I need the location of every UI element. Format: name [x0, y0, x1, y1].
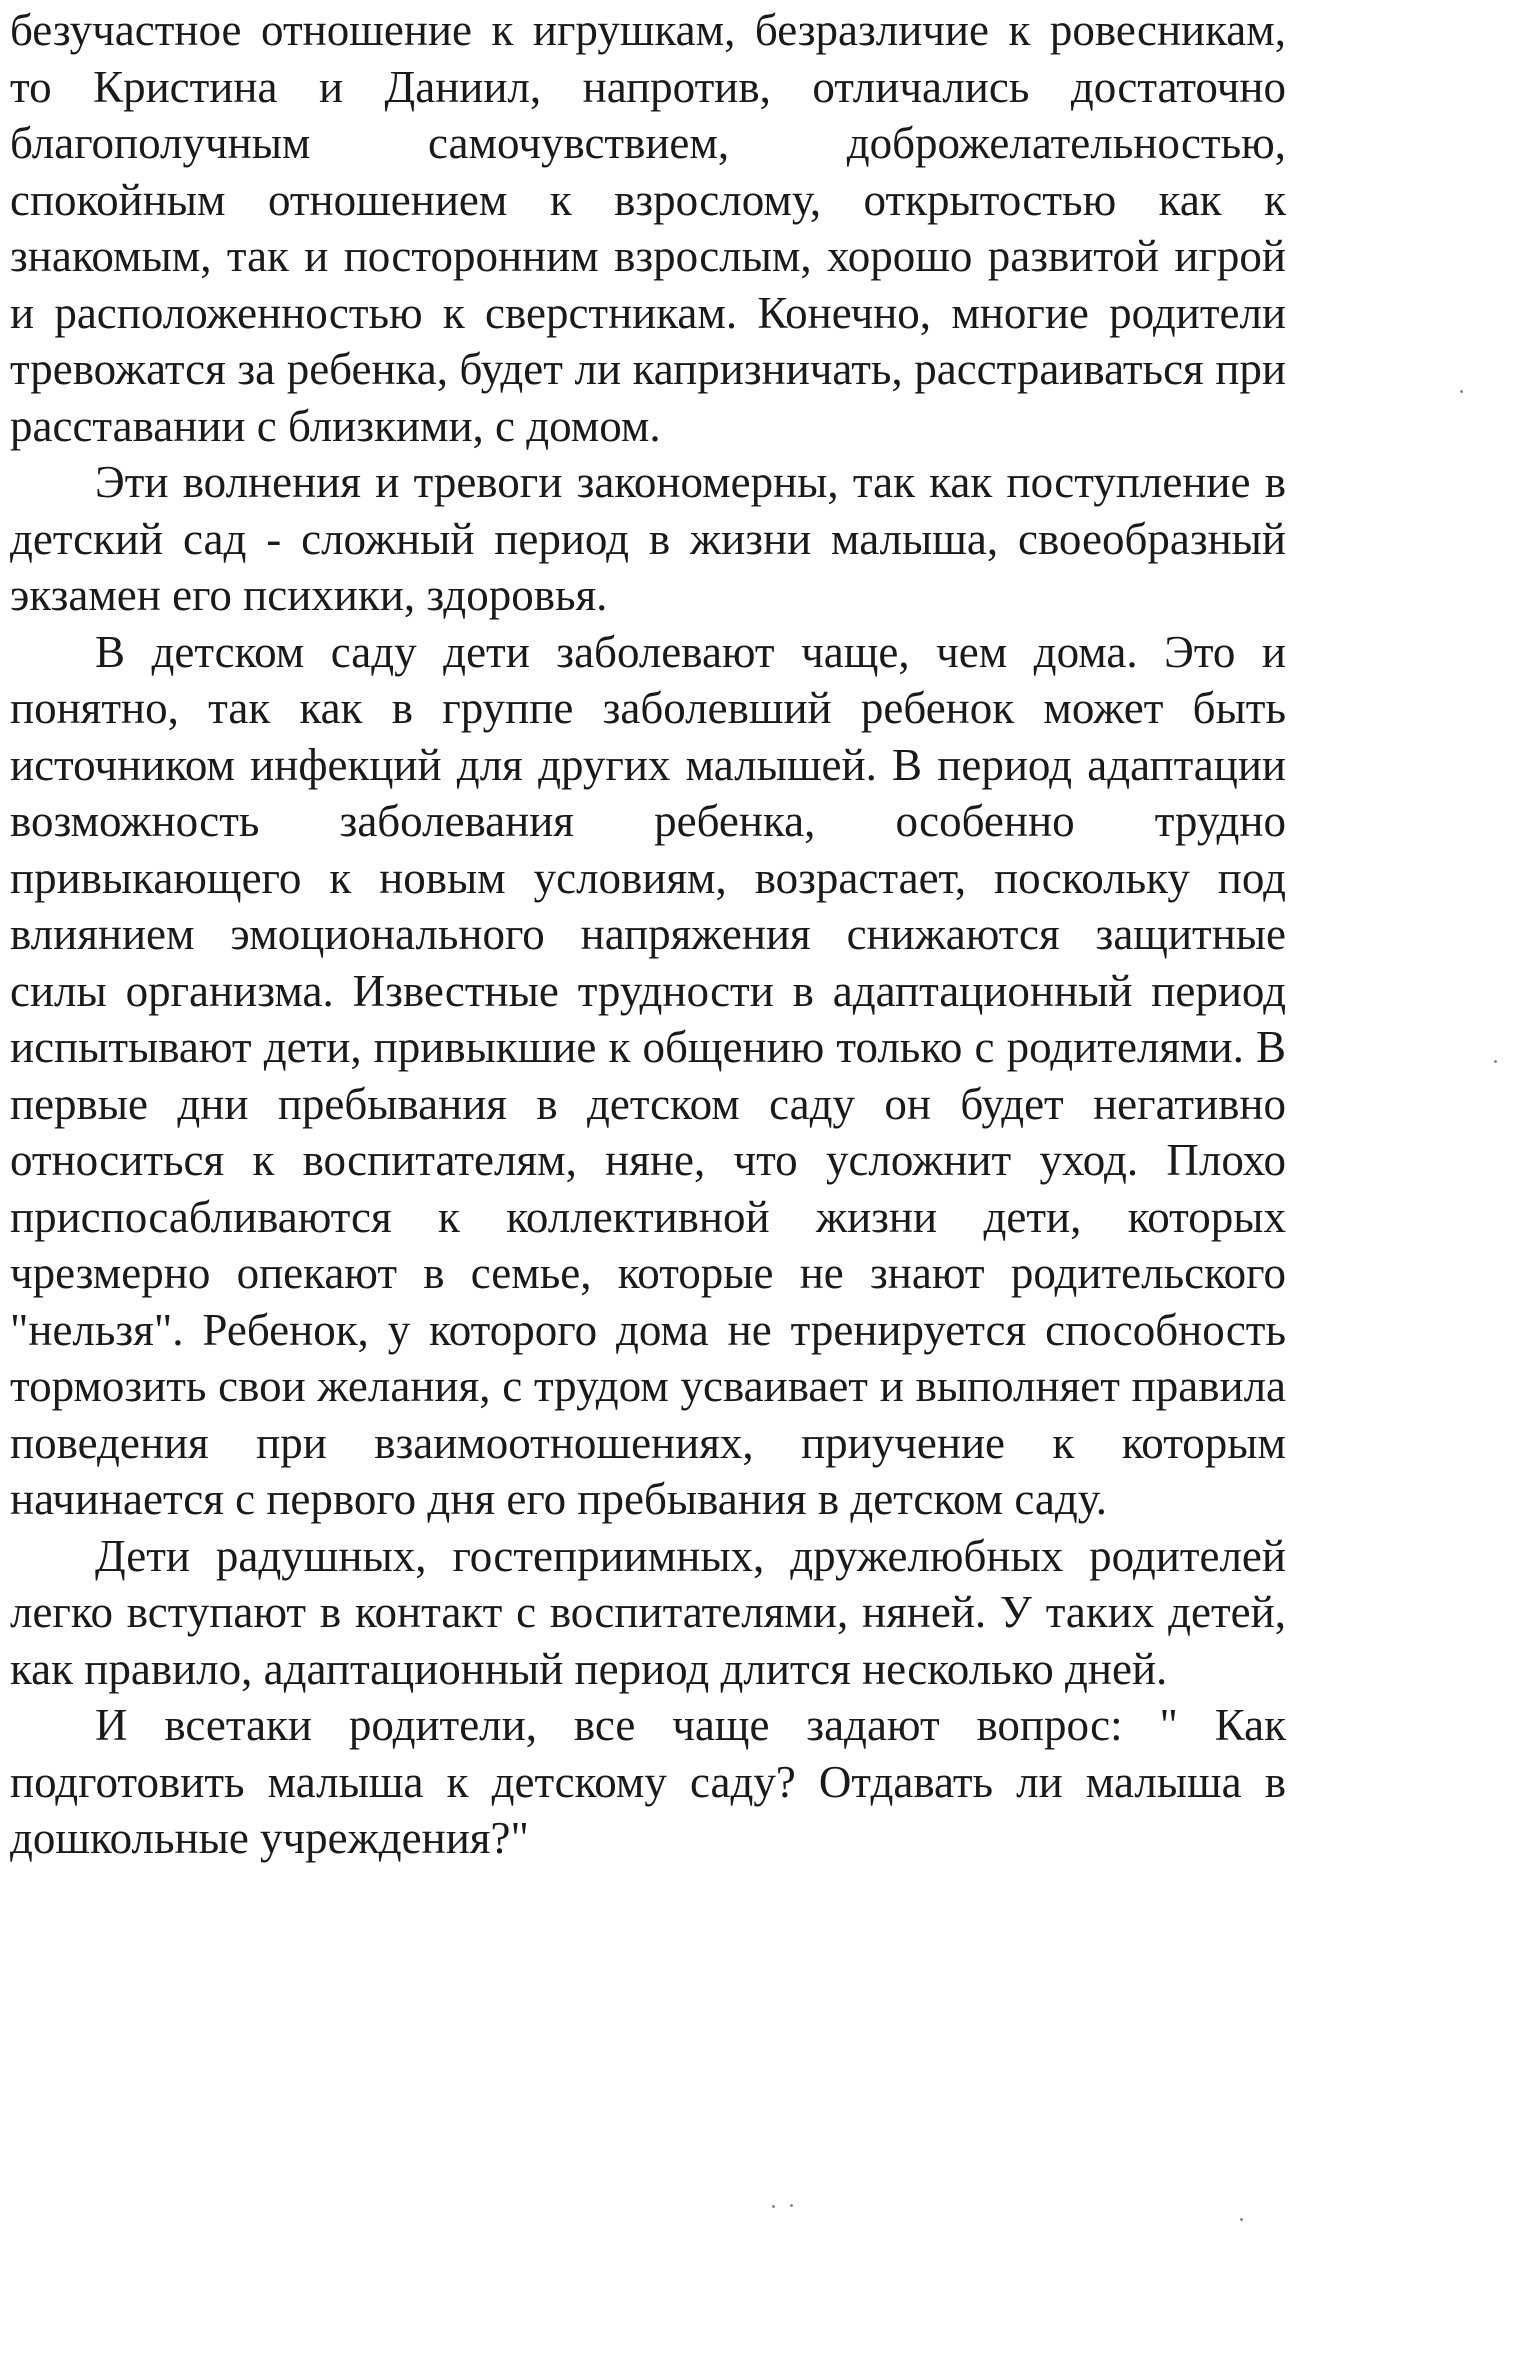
paragraph-5: И всетаки родители, все чаще задают вопрос: " Как подготовить малыша к детскому саду? Отдавать ли малыша в дошкольные учреждения?"	[10, 1700, 1286, 1863]
paragraph-4: Дети радушных, гостеприимных, дружелюбных родителей легко вступают в контакт с воспитателями, няней. У таких детей, как правило, адаптационный период длится несколько дней.	[10, 1530, 1286, 1694]
scan-speck	[772, 2205, 775, 2208]
scan-speck	[1460, 390, 1463, 393]
paragraph-2: Эти волнения и тревоги закономерны, так как поступление в детский сад - сложный период в жизни малыша, своеобразный экзамен его психики, здоровья.	[10, 457, 1286, 620]
paragraph-1: безучастное отношение к игрушкам, безразличие к ровесникам, то Кристина и Даниил, напротив, отличались достаточно благополучным самочувствием, доброжелательностью, спокойным отношением к взрослому, открытостью как к знакомым, так и посторонним взрослым, хорошо развитой игрой и расположенностью к сверстникам. Конечно, многие родители тревожатся за ребенка, будет ли капризничать, расстраиваться при расставании с близкими, с домом.	[10, 5, 1286, 451]
scan-speck	[790, 2204, 793, 2207]
scan-speck	[1494, 1060, 1497, 1063]
paragraph-3: В детском саду дети заболевают чаще, чем дома. Это и понятно, так как в группе заболевший ребенок может быть источником инфекций для других малышей. В период адаптации возможность заболевания ребенка, особенно трудно привыкающего к новым условиям, возрастает, поскольку под влиянием эмоционального напряжения снижаются защитные силы организма. Известные трудности в адаптационный период испытывают дети, привыкшие к общению только с родителями. В первые дни пребывания в детском саду он будет негативно относиться к воспитателям, няне, что усложнит уход. Плохо приспосабливаются к коллективной жизни дети, которых чрезмерно опекают в семье, которые не знают родительского "нельзя". Ребенок, у которого дома не тренируется способность тормозить свои желания, с трудом усваивает и выполняет правила поведения при взаимоотношениях, приучение к которым начинается с первого дня его пребывания в детском саду.	[10, 626, 1286, 1524]
scan-speck	[1240, 2218, 1243, 2221]
document-body	[10, 2, 1286, 1867]
